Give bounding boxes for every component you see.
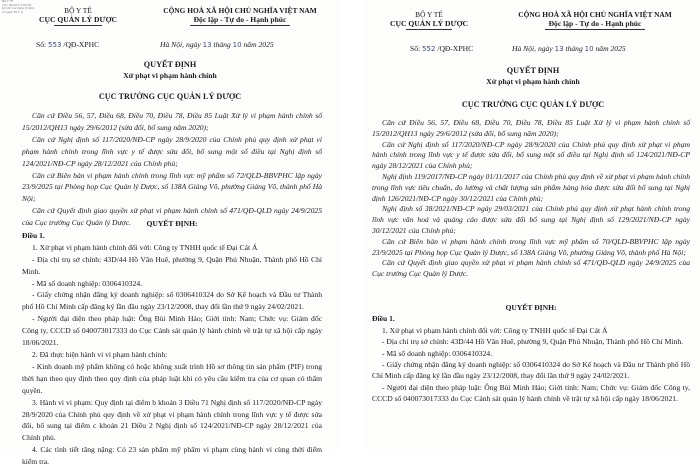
ref-number: 552 [422,45,436,53]
stamp-line: Ký bởi: Cục Quản lý Dược [2,6,35,11]
org-ministry: BỘ Y TẾ [64,6,92,15]
article-heading: Điều 1. [372,314,395,324]
nation-title: CỘNG HOÀ XÃ HỘI CHỦ NGHĨA VIỆT NAM [163,6,317,15]
ref-suffix: /QĐ-XPHC [63,40,100,49]
decision-heading: QUYẾT ĐỊNH: [505,303,557,312]
body-paragraph: - Giấy chứng nhận đăng ký doanh nghiệp: số 0306410324 do Sở Kế hoạch và Đầu tư Thành phố Hồ Chí Minh cấp đăng ký lần đầu ngày 23/12/2008, thay đổi lần thứ 9 ngày 24/02/2021. [372,360,690,381]
nation-title: CỘNG HOÀ XÃ HỘI CHỦ NGHĨA VIỆT NAM [518,10,672,19]
divider [545,29,645,30]
document-subject: Xử phạt vi phạm hành chính [486,77,580,86]
body-paragraph: 2. Đã thực hiện hành vi vi phạm hành chính: [32,349,168,359]
preamble-paragraph: Nghị định 119/2017/NĐ-CP ngày 01/11/2017 của Chính phủ quy định về xử phạt vi phạm hành chính trong lĩnh vực tiêu chuẩn, đo lường và chất lượng sản phẩm hàng hóa được sửa đổi bổ sung tại Nghị định 126/2021/NĐ-CP ngày 30/12/2021 của Chính phủ; [372,171,690,203]
preamble [372,118,690,280]
body-paragraph: - Mã số doanh nghiệp: 0306410324. [32,278,143,288]
date-day: 13 [202,41,212,49]
body-paragraph: - Giấy chứng nhận đăng ký doanh nghiệp: số 0306410324 do Sở Kế hoạch và Đầu tư Thành phố Hồ Chí Minh cấp đăng ký lần đầu ngày 23/12/2008, thay đổi lần thứ 9 ngày 24/02/2021. [22,290,322,312]
document-type: QUYẾT ĐỊNH [506,66,560,75]
date-year: năm 2025 [595,44,626,53]
body-paragraph: 4. Các tình tiết tăng nặng: Có 23 sản phẩm mỹ phẩm vi phạm cùng hành vi cùng thời điểm kiểm tra. [22,445,322,467]
body-paragraph: - Địa chỉ trụ sở chính: 43D/44 Hồ Văn Huê, phường 9, Quận Phú Nhuận, Thành phố Hồ Chí Minh. [22,254,322,276]
document-left [0,0,340,467]
date-day: 13 [554,45,564,53]
body-paragraph: - Mã số doanh nghiệp: 0306410324. [382,348,493,358]
decision-body [372,302,690,405]
preamble-paragraph: Căn cứ Nghị định số 117/2020/NĐ-CP ngày 28/9/2020 của Chính phủ quy định xử phạt vi phạm hành chính trong lĩnh vực y tế được sửa đổi, bổ sung một số điều tại Nghị định số 124/2021/NĐ-CP ngày 28/12/2021 của Chính phủ; [372,139,690,171]
preamble-paragraph: Căn cứ Điều 56, 57, Điều 68, Điều 70, Điều 78, Điều 85 Luật Xử lý vi phạm hành chính số 15/2012/QH13 ngày 29/6/2012 (sửa đổi, bổ sung năm 2020); [372,118,690,138]
national-header [490,10,700,30]
body-paragraph: - Địa chỉ trụ sở chính: 43D/44 Hồ Văn Huê, phường 9, Quận Phú Nhuận, Thành phố Hồ Chí Minh. [382,337,684,347]
issuing-org [20,6,136,26]
body-paragraph: - Người đại diện theo pháp luật: Ông Bùi Minh Hảo; Giới tính: Nam; Chức vụ: Giám đốc Công ty, CCCD số 040073017333 do Cục Cảnh sát quản lý hành chính về trật tự xã hội cấp ngày 18/06/2021. [372,382,690,404]
body-paragraph: 1. Xử phạt vi phạm hành chính đối với: Công ty TNHH quốc tế Đại Cát Á [32,242,258,252]
divider [406,29,452,30]
date-month: 10 [232,41,242,49]
preamble-paragraph: Căn cứ Nghị định số 117/2020/NĐ-CP ngày 28/9/2020 của Chính phủ quy định xử phạt vi phạm hành chính trong lĩnh vực y tế được sửa đổi, bổ sung một số điều tại Nghị định số 124/2021/NĐ-CP ngày 28/12/2021 của Chính phủ; [22,134,322,168]
national-header [140,6,340,26]
document-type: QUYẾT ĐỊNH [143,60,197,69]
national-motto: Độc lập - Tự do - Hạnh phúc [193,15,287,24]
document-date [512,44,626,53]
ref-prefix: Số: [36,40,47,49]
document-number [36,40,99,49]
document-number [410,44,473,53]
preamble-paragraph: Căn cứ Quyết định giao quyền xử phạt vi phạm hành chính số 471/QĐ-QLD ngày 24/9/2025 của Cục trưởng Cục Quản lý Dược. [22,206,322,228]
date-prefix: Hà Nội, ngày [160,40,201,49]
body-paragraph: - Kinh doanh mỹ phẩm không có hoặc không xuất trình Hồ sơ thông tin sản phẩm (PIF) trong thời hạn theo quy định theo quy định của pháp luật khi có yêu cầu kiểm tra của cơ quan có thẩm quyền. [22,361,322,395]
body-paragraph: 1. Xử phạt vi phạm hành chính đối với: Công ty TNHH quốc tế Đại Cát Á [382,325,608,335]
document-right [366,0,700,450]
org-department: CỤC QUẢN LÝ DƯỢC [390,19,468,28]
document-subject: Xử phạt vi phạm hành chính [123,71,217,80]
issuing-authority: CỤC TRƯỞNG CỤC QUẢN LÝ DƯỢC [461,100,605,109]
preamble-paragraph: Căn cứ Biên bản vi phạm hành chính trong lĩnh vực mỹ phẩm số 72/QLD-BBVPHC lập ngày 23/9/2025 tại Phòng họp Cục Quản lý Dược, số 138A Giảng Võ, phường Giảng Võ, thành phố Hà Nội; [22,170,322,204]
stamp-line: CỤC QUẢN LÝ DƯỢC [2,2,32,7]
divider [190,25,290,26]
divider [54,25,102,26]
body-paragraph: 3. Hành vi vi phạm: Quy định tại điểm b khoản 3 Điều 71 Nghị định số 117/2020/NĐ-CP ngày 28/9/2020 của Chính phủ quy định về xử phạt vi phạm hành chính trong lĩnh vực y tế được sửa đổi, bổ sung tại điểm c khoản 21 Điều 2 Nghị định số 124/2021/NĐ-CP ngày 28/12/2021 của Chính phủ. [22,397,322,443]
body-paragraph: - Người đại diện theo pháp luật: Ông Bùi Minh Hảo; Giới tính: Nam; Chức vụ: Giám đốc Công ty, CCCD số 040073017333 do Cục Cảnh sát quản lý hành chính về trật tự xã hội cấp ngày 18/06/2021. [22,314,322,348]
ref-number: 553 [48,41,62,49]
ref-suffix: /QĐ-XPHC [437,44,474,53]
decision-heading: QUYẾT ĐỊNH: [146,219,198,228]
national-motto: Độc lập - Tự do - Hạnh phúc [548,19,642,28]
preamble-paragraph: Căn cứ Biên bản vi phạm hành chính trong lĩnh vực mỹ phẩm số 70/QLD-BBVPHC lập ngày 23/9/2025 tại Phòng họp Cục Quản lý Dược, số 138A Giảng Võ, phường Giảng Võ, thành phố Hà Nội; [372,236,690,257]
date-month-label: tháng [565,44,583,53]
preamble-paragraph: Căn cứ Quyết định giao quyền xử phạt vi phạm hành chính số 471/QĐ-QLD ngày 24/9/2025 của Cục trưởng Cục Quản lý Dược. [372,258,690,279]
issuing-authority: CỤC TRƯỞNG CỤC QUẢN LÝ DƯỢC [98,92,242,101]
issuing-org [370,10,488,30]
org-department: CỤC QUẢN LÝ DƯỢC [39,15,117,24]
decision-body [22,218,322,468]
date-month-label: tháng [213,40,231,49]
stamp-line: Cơ quan: Bộ Y tế [2,9,23,14]
org-ministry: BỘ Y TẾ [415,10,443,19]
date-prefix: Hà Nội, ngày [512,44,553,53]
preamble-paragraph: Nghị định số 38/2021/NĐ-CP ngày 29/03/2021 của Chính phủ quy định xử phạt hành chính trong lĩnh vực văn hoá và quảng cáo được sửa đổi bổ sung tại Nghị định số 129/2021/NĐ-CP ngày 30/12/2021 của Chính phủ; [372,204,690,235]
date-year: năm 2025 [243,40,274,49]
article-heading: Điều 1. [22,230,45,240]
preamble [22,110,322,229]
ref-prefix: Số: [410,44,421,53]
date-month: 10 [584,45,594,53]
stamp-line: BỘ Y TẾ [2,0,14,3]
document-date [160,40,274,49]
preamble-paragraph: Căn cứ Điều 56, 57, Điều 68, Điều 70, Điều 78, Điều 85 Luật Xử lý vi phạm hành chính số 15/2012/QH13 ngày 29/6/2012 (sửa đổi, bổ sung năm 2020); [22,111,322,132]
